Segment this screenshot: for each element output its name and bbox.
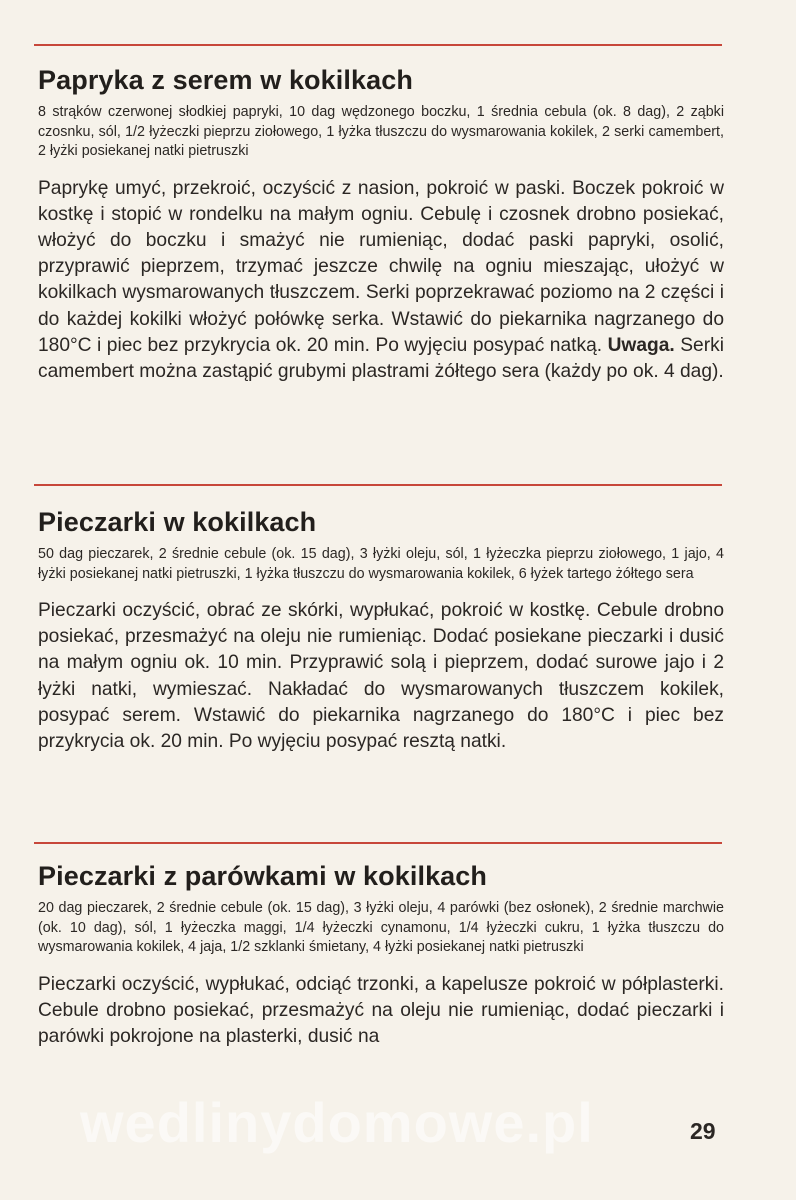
- section-divider: [34, 842, 722, 844]
- recipe-instructions-text: Paprykę umyć, przekroić, oczyścić z nasion, pokroić w paski. Boczek pokroić w kostkę i stopić w rondelku na małym ogniu. Cebulę i czosnek drobno posiekać, włożyć do boczku i smażyć nie rumieniąc, dodać paski papryki, osolić, przyprawić pieprzem, trzymać jeszcze chwilę na ogniu mieszając, ułożyć w kokilkach wysmarowanych tłuszczem. Serki poprzekrawać poziomo na 2 części i do każdej kokilki włożyć połówkę serka. Wstawić do piekarnika nagrzanego do 180°C i piec bez przykrycia ok. 20 min. Po wyjęciu posypać natką.: [38, 177, 724, 356]
- page-number: 29: [690, 1118, 716, 1144]
- recipe-papryka-z-serem: [38, 64, 724, 385]
- recipe-title: Pieczarki w kokilkach: [38, 507, 317, 537]
- section-divider: [34, 484, 722, 486]
- recipe-instructions: [38, 176, 724, 386]
- note-label: Uwaga.: [607, 334, 675, 356]
- recipe-ingredients: 8 strąków czerwonej słodkiej papryki, 10 dag wędzonego boczku, 1 średnia cebula (ok. 8 dag), 2 ząbki czosnku, sól, 1/2 łyżeczki pieprzu ziołowego, 1 łyżka tłuszczu do wysmarowania kokilek, 2 serki camembert, 2 łyżki posiekanej natki pietruszki: [38, 104, 724, 159]
- recipe-title: Pieczarki z parówkami w kokilkach: [38, 861, 488, 891]
- note-text: Serki camembert można zastąpić grubymi plastrami żółtego sera (każdy po ok. 4 dag).: [38, 334, 724, 382]
- section-divider: [34, 44, 722, 46]
- recipe-instructions: Pieczarki oczyścić, obrać ze skórki, wypłukać, pokroić w kostkę. Cebule drobno posiekać, przesmażyć na oleju nie rumieniąc. Dodać posiekane pieczarki i dusić na małym ogniu ok. 10 min. Przyprawić solą i pieprzem, dodać surowe jajo i 2 łyżki natki, wymieszać. Nakładać do wysmarowanych tłuszczem kokilek, posypać serem. Wstawić do piekarnika nagrzanego do 180°C i piec bez przykrycia ok. 20 min. Po wyjęciu posypać resztą natki.: [38, 600, 724, 753]
- recipe-title: Papryka z serem w kokilkach: [38, 65, 413, 95]
- recipe-pieczarki-w-kokilkach: [38, 506, 724, 755]
- recipe-pieczarki-z-parowkami: [38, 860, 724, 1050]
- recipe-instructions: Pieczarki oczyścić, wypłukać, odciąć trzonki, a kapelusze pokroić w półplasterki. Cebule drobno posiekać, przesmażyć na oleju nie rumieniąc, dodać pieczarki i parówki pokrojone na plasterki, dusić na: [38, 973, 724, 1047]
- recipe-ingredients: 50 dag pieczarek, 2 średnie cebule (ok. 15 dag), 3 łyżki oleju, sól, 1 łyżeczka pieprzu ziołowego, 1 jajo, 4 łyżki posiekanej natki pietruszki, 1 łyżka tłuszczu do wysmarowania kokilek, 6 łyżek tartego żółtego sera: [38, 546, 724, 582]
- recipe-ingredients: 20 dag pieczarek, 2 średnie cebule (ok. 15 dag), 3 łyżki oleju, 4 parówki (bez osłonek), 2 średnie marchwie (ok. 10 dag), sól, 1 łyżeczka maggi, 1/4 łyżeczki cynamonu, 1/4 łyżeczki cukru, 1 łyżka tłuszczu do wysmarowania kokilek, 4 jaja, 1/2 szklanki śmietany, 4 łyżki posiekanej natki pietruszki: [38, 900, 724, 955]
- watermark: wedlinydomowe.pl: [80, 1091, 594, 1154]
